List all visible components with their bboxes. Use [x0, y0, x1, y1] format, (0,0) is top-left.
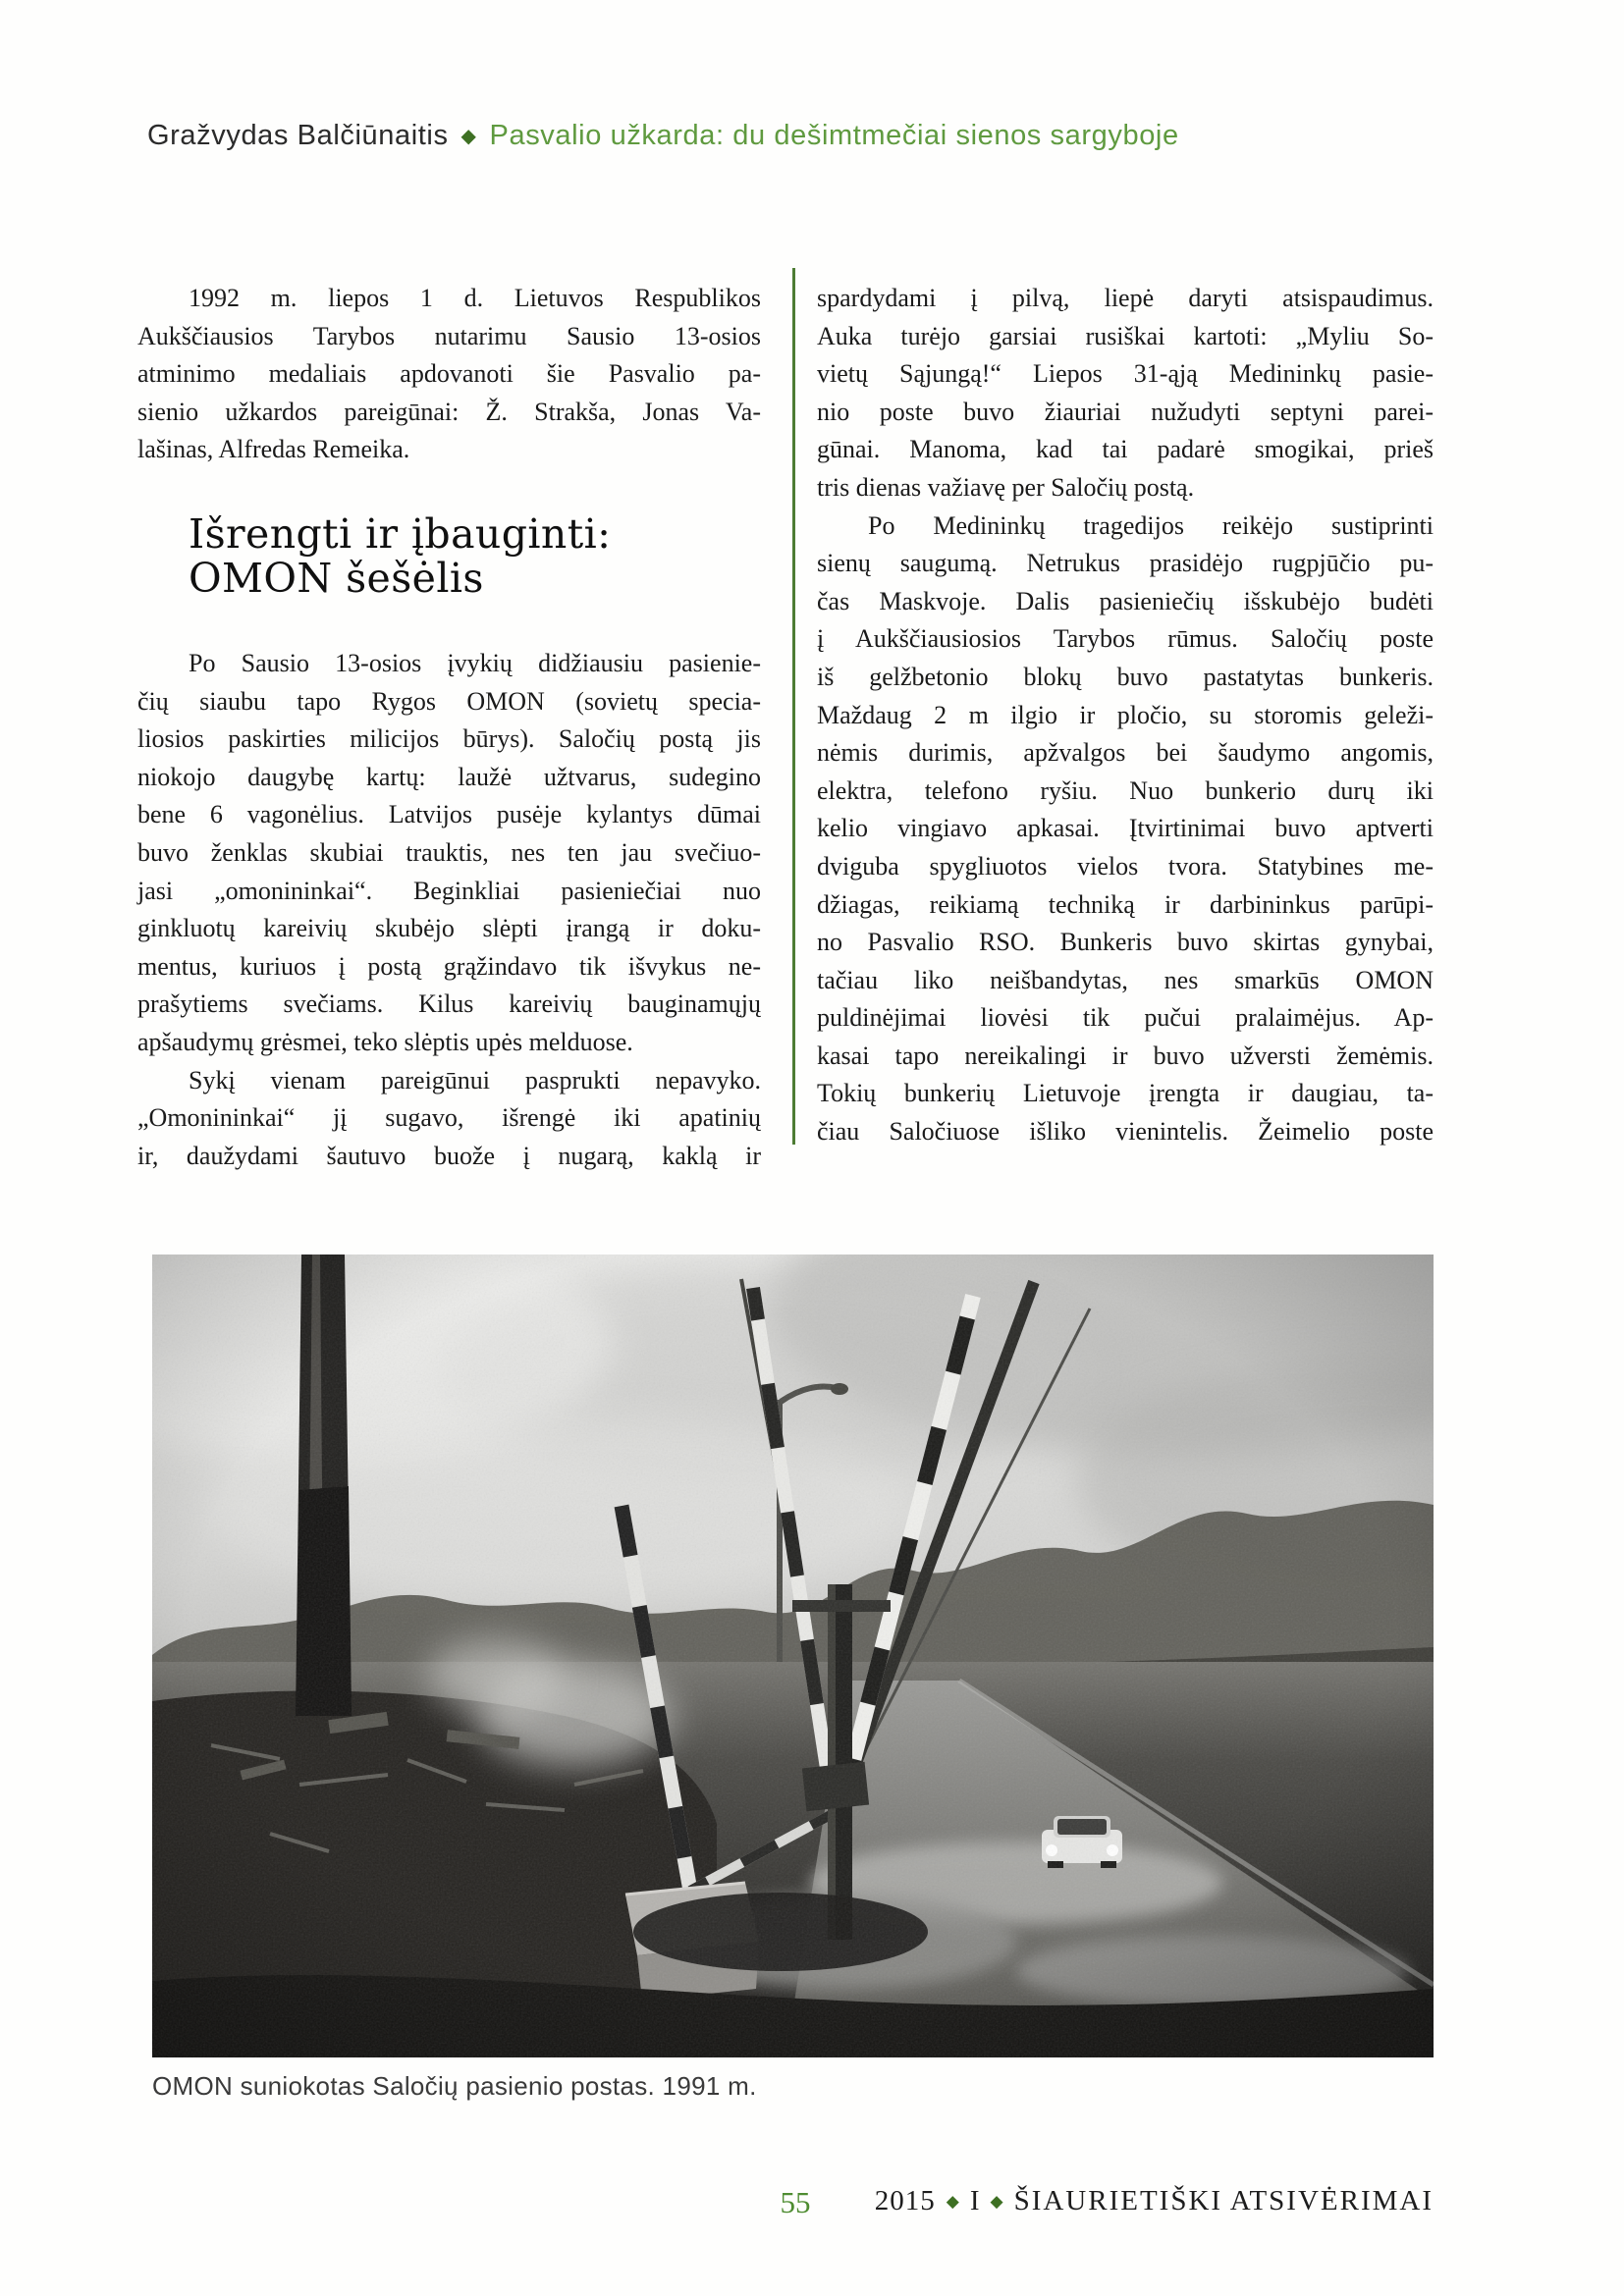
- text-line: prašytiems svečiams. Kilus kareivių bauginamųjų: [137, 989, 761, 1019]
- author-name: Gražvydas Balčiūnaitis: [147, 120, 449, 151]
- paragraph: [817, 507, 1434, 1151]
- text-line: Aukščiausios Tarybos nutarimu Sausio 13-osios: [137, 321, 761, 350]
- text-line: atminimo medaliais apdovanoti šie Pasvalio pa-: [137, 359, 761, 389]
- text-line: Maždaug 2 m ilgio ir pločio, su storomis geleži-: [817, 700, 1434, 729]
- running-header: [147, 120, 1179, 152]
- text-line: vietų Sąjungą!“ Liepos 31-ąją Medininkų pasie-: [817, 359, 1434, 389]
- text-line: „Omonininkai“ jį sugavo, išrengė iki apatinių: [137, 1103, 761, 1133]
- diamond-icon: ◆: [946, 2192, 959, 2211]
- text-line: spardydami į pilvą, liepė daryti atsispaudimus.: [817, 284, 1434, 312]
- photo-destroyed-border-post: [152, 1255, 1434, 2057]
- paragraph: [817, 280, 1434, 507]
- text-line: nio poste buvo žiauriai nužudyti septyni parei-: [817, 397, 1434, 426]
- text-line: kelio vingiavo apkasai. Įtvirtinimai buvo aptverti: [817, 814, 1434, 843]
- text-line: niokojo daugybę kartų: laužė užtvarus, sudegino: [137, 762, 761, 791]
- page-number: 55: [780, 2185, 811, 2219]
- text-line: Po Medininkų tragedijos reikėjo sustiprinti: [868, 510, 1434, 540]
- paragraph: [137, 645, 761, 1062]
- text-line: čiau Saločiuose išliko vienintelis. Žeimelio poste: [817, 1117, 1434, 1147]
- text-line: Auka turėjo garsiai rusiškai kartoti: „Myliu So-: [817, 321, 1434, 350]
- text-line: į Aukščiausiosios Tarybos rūmus. Saločių poste: [817, 624, 1434, 654]
- text-line: liosios paskirties milicijos būrys). Saločių postą jis: [137, 724, 761, 754]
- text-line: nėmis durimis, apžvalgos bei šaudymo angomis,: [817, 738, 1434, 768]
- text-line: 1992 m. liepos 1 d. Lietuvos Respublikos: [189, 284, 761, 312]
- text-line: Sykį vienam pareigūnui pasprukti nepavyko.: [189, 1065, 761, 1095]
- text-line: tris dienas važiavę per Saločių postą.: [817, 472, 1195, 502]
- paragraph: [137, 280, 761, 469]
- text-line: ir, daužydami šautuvo buože į nugarą, kaklą ir: [137, 1141, 761, 1170]
- photo-caption: OMON suniokotas Saločių pasienio postas. 1991 m.: [152, 2071, 757, 2101]
- article-title: Pasvalio užkarda: du dešimtmečiai sienos sargyboje: [489, 120, 1179, 151]
- text-line: sienio užkardos pareigūnai: Ž. Strakša, Jonas Va-: [137, 397, 761, 426]
- diamond-icon: ◆: [990, 2192, 1003, 2211]
- text-line: ginkluotų kareivių skubėjo slėpti įrangą ir doku-: [137, 914, 761, 943]
- text-line: Po Sausio 13-osios įvykių didžiausiu pasienie-: [189, 648, 761, 677]
- right-column: [817, 280, 1434, 1151]
- page-footer: [0, 2185, 1624, 2224]
- text-line: Tokių bunkerių Lietuvoje įrengta ir daugiau, ta-: [817, 1079, 1434, 1108]
- text-line: kasai tapo nereikalingi ir buvo užversti žemėmis.: [817, 1041, 1434, 1070]
- footer-issue-number: I: [969, 2185, 980, 2216]
- text-line: no Pasvalio RSO. Bunkeris buvo skirtas gynybai,: [817, 928, 1434, 957]
- text-line: dviguba spygliuotos vielos tvora. Statybines me-: [817, 851, 1434, 881]
- text-line: džiagas, reikiamą techniką ir darbininkus parūpi-: [817, 889, 1434, 919]
- journal-title: ŠIAURIETIŠKI ATSIVĖRIMAI: [1013, 2185, 1434, 2216]
- text-line: gūnai. Manoma, kad tai padarė smogikai, prieš: [817, 435, 1434, 464]
- text-line: čių siaubu tapo Rygos OMON (sovietų specia-: [137, 686, 761, 716]
- text-line: iš gelžbetonio blokų buvo pastatytas bunkeris.: [817, 662, 1434, 691]
- two-column-text-block: [137, 280, 1434, 1175]
- text-line: jasi „omonininkai“. Beginkliai pasieniečiai nuo: [137, 876, 761, 905]
- footer-year: 2015: [874, 2185, 936, 2216]
- text-line: puldinėjimai liovėsi tik pučui pralaimėjus. Ap-: [817, 1003, 1434, 1033]
- text-line: buvo ženklas skubiai trauktis, nes ten jau svečiuo-: [137, 837, 761, 867]
- text-line: mentus, kuriuos į postą grąžindavo tik išvykus ne-: [137, 951, 761, 981]
- text-line: bene 6 vagonėlius. Latvijos pusėje kylantys dūmai: [137, 800, 761, 829]
- left-column: [137, 280, 761, 1175]
- heading-line: OMON šešėlis: [189, 554, 484, 602]
- text-line: čas Maskvoje. Dalis pasieniečių išskubėjo budėti: [817, 586, 1434, 615]
- text-line: apšaudymų grėsmei, teko slėptis upės melduose.: [137, 1027, 633, 1056]
- diamond-separator-icon: ◆: [460, 126, 477, 147]
- text-line: tačiau liko neišbandytas, nes smarkūs OMON: [817, 965, 1434, 994]
- text-line: lašinas, Alfredas Remeika.: [137, 435, 410, 464]
- text-line: elektra, telefono ryšiu. Nuo bunkerio durų iki: [817, 775, 1434, 805]
- paragraph: [137, 1062, 761, 1176]
- text-line: sienų saugumą. Netrukus prasidėjo rugpjūčio pu-: [817, 549, 1434, 578]
- section-heading: [189, 509, 761, 602]
- heading-line: Išrengti ir įbauginti:: [189, 509, 612, 558]
- journal-imprint: [875, 2185, 1434, 2217]
